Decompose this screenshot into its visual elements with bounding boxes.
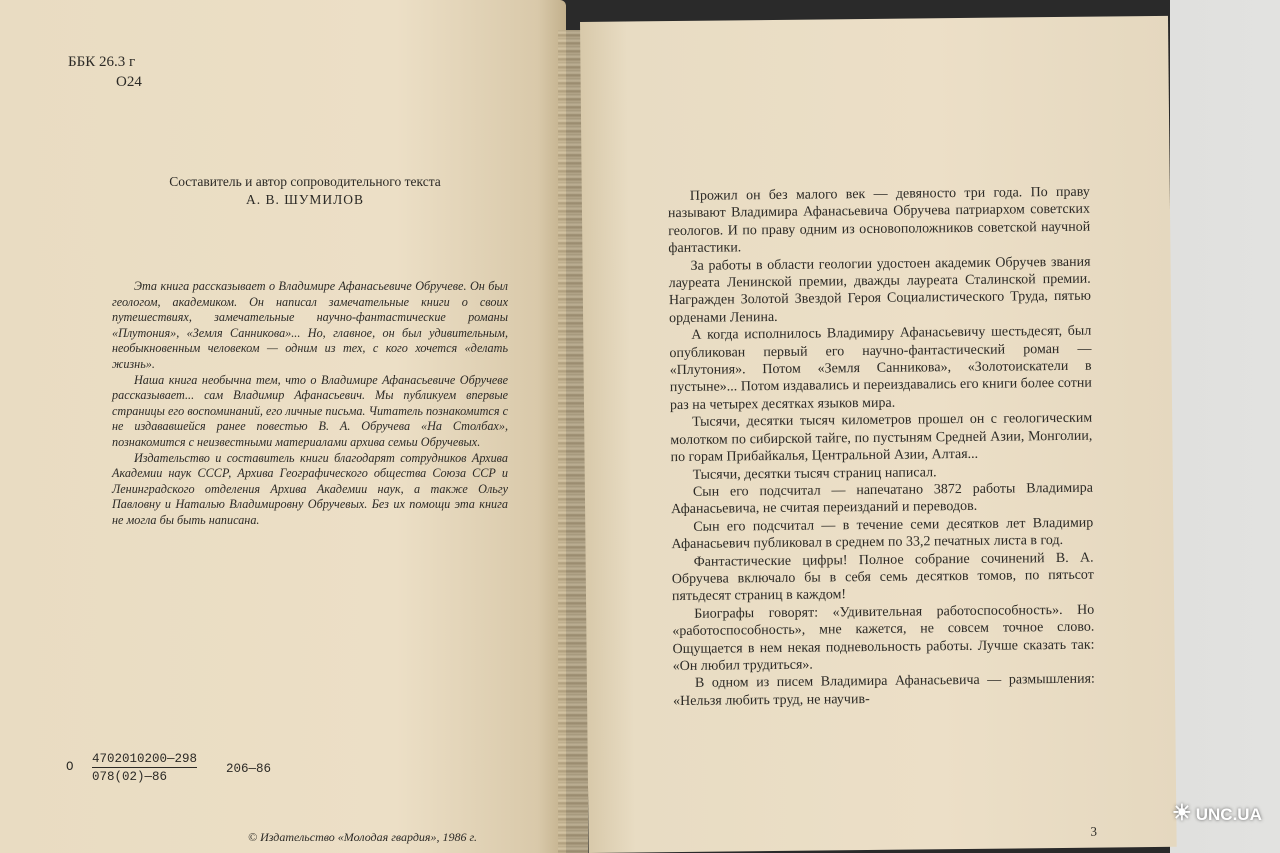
body-paragraph: В одном из писем Владимира Афанасьевича — размышления: «Нельзя любить труд, не научив- [673, 672, 1095, 709]
body-paragraph: Тысячи, десятки тысяч страниц написал. [692, 464, 937, 483]
watermark-text: UNC.UA [1195, 805, 1262, 824]
body-paragraph: За работы в области геологии удостоен академик Обручев звания лауреата Ленинской премии, дважды лауреата Сталинской премии. Награжден Золотой Звездой Героя Социалистического Труда, пятью орденами Ленина. [668, 254, 1091, 326]
body-paragraph: Фантастические цифры! Полное собрание сочинений В. А. Обручева включало бы в себя семь десятков томов, по пятьсот пятьдесят страниц в каждом! [671, 550, 1094, 605]
body-paragraph: Сын его подсчитал — в течение семи десятков лет Владимир Афанасьевич публиковал в среднем по 33,2 печатных листа в год. [671, 515, 1094, 553]
body-paragraph: Сын его подсчитал — напечатано 3872 работы Владимира Афанасьевича, не считая переизданий и переводов. [671, 480, 1093, 518]
catalog-numerator: 4702010200—298 [92, 752, 198, 766]
compiler-name: А. В. ШУМИЛОВ [245, 192, 365, 207]
page-number: 3 [1090, 823, 1098, 839]
right-page [580, 16, 1177, 853]
body-paragraph: Прожил он без малого век — девяносто три года. По праву называют Владимира Афанасьевича Обручева патриархом советских геологов. И по праву одним из основоположников советской научной фантастики. [667, 184, 1091, 257]
watermark [1172, 800, 1262, 826]
body-paragraph: А когда исполнилось Владимиру Афанасьевичу шестьдесят, был опубликован первый его научно-фантастический роман — «Плутония». Потом «Земля Санникова», «Золотоискатели в пустыне»... Потом издавались и переиздавались его книги более сотни раз на четырех десятках языков мира. [669, 323, 1092, 413]
catalog-prefix: О [66, 760, 74, 774]
compiler-label: Составитель и автор сопроводительного текста [169, 174, 441, 189]
publisher-line: © Издательство «Молодая гвардия», 1986 г. [248, 830, 478, 844]
bbk-code [68, 52, 142, 92]
annotation-paragraph: Издательство и составитель книги благодарят сотрудников Архива Академии наук СССР, Архива Географического общества Союза ССР и Ленинградского отделения Архива Академии наук, а также Ольгу Павловну и Наталью Владимировну Обручевых. Без их помощи эта книга не могла бы быть написана. [112, 450, 508, 527]
bbk-line2: О24 [116, 74, 142, 90]
compiler-block [0, 173, 610, 209]
sun-icon: ☀ [1172, 800, 1192, 825]
body-paragraph: Биографы говорят: «Удивительная работоспособность». Но «работоспособность», мне кажется, не совсем точное слово. Ощущается в нем некая подневольность работы. Лучше сказать так: «Он любил трудиться». [672, 602, 1095, 675]
annotation-paragraph: Эта книга рассказывает о Владимире Афанасьевиче Обручеве. Он был геологом, академиком. Он написал замечательные книги о своих путешествиях, замечательные научно-фантастические романы «Плутония», «Земля Санникова»... Но, главное, он был удивительным, необыкновенным человеком — одним из тех, с кого хочется «делать жизнь». [112, 279, 508, 371]
left-page [0, 0, 566, 853]
bbk-line1: ББК 26.3 г [68, 54, 136, 70]
annotation [112, 279, 508, 529]
body-paragraph: Тысячи, десятки тысяч километров прошел он с геологическим молотком по сибирской тайге, по пустыням Средней Азии, Монголии, по горам Прибайкалья, Центральной Азии, Алтая... [670, 410, 1093, 466]
catalog-tail: 206—86 [226, 762, 272, 776]
annotation-paragraph: Наша книга необычна тем, что о Владимире Афанасьевиче Обручеве рассказывает... сам Владимир Афанасьевич. Мы публикуем впервые страницы его воспоминаний, его личные письма. Читатель познакомится с не издававшейся ранее повестью В. А. Обручева «На Столбах», познакомится с неизвестными материалами архива семьи Обручевых. [112, 372, 508, 449]
catalog-denominator: 078(02)—86 [92, 770, 168, 784]
body-text [668, 184, 1095, 711]
